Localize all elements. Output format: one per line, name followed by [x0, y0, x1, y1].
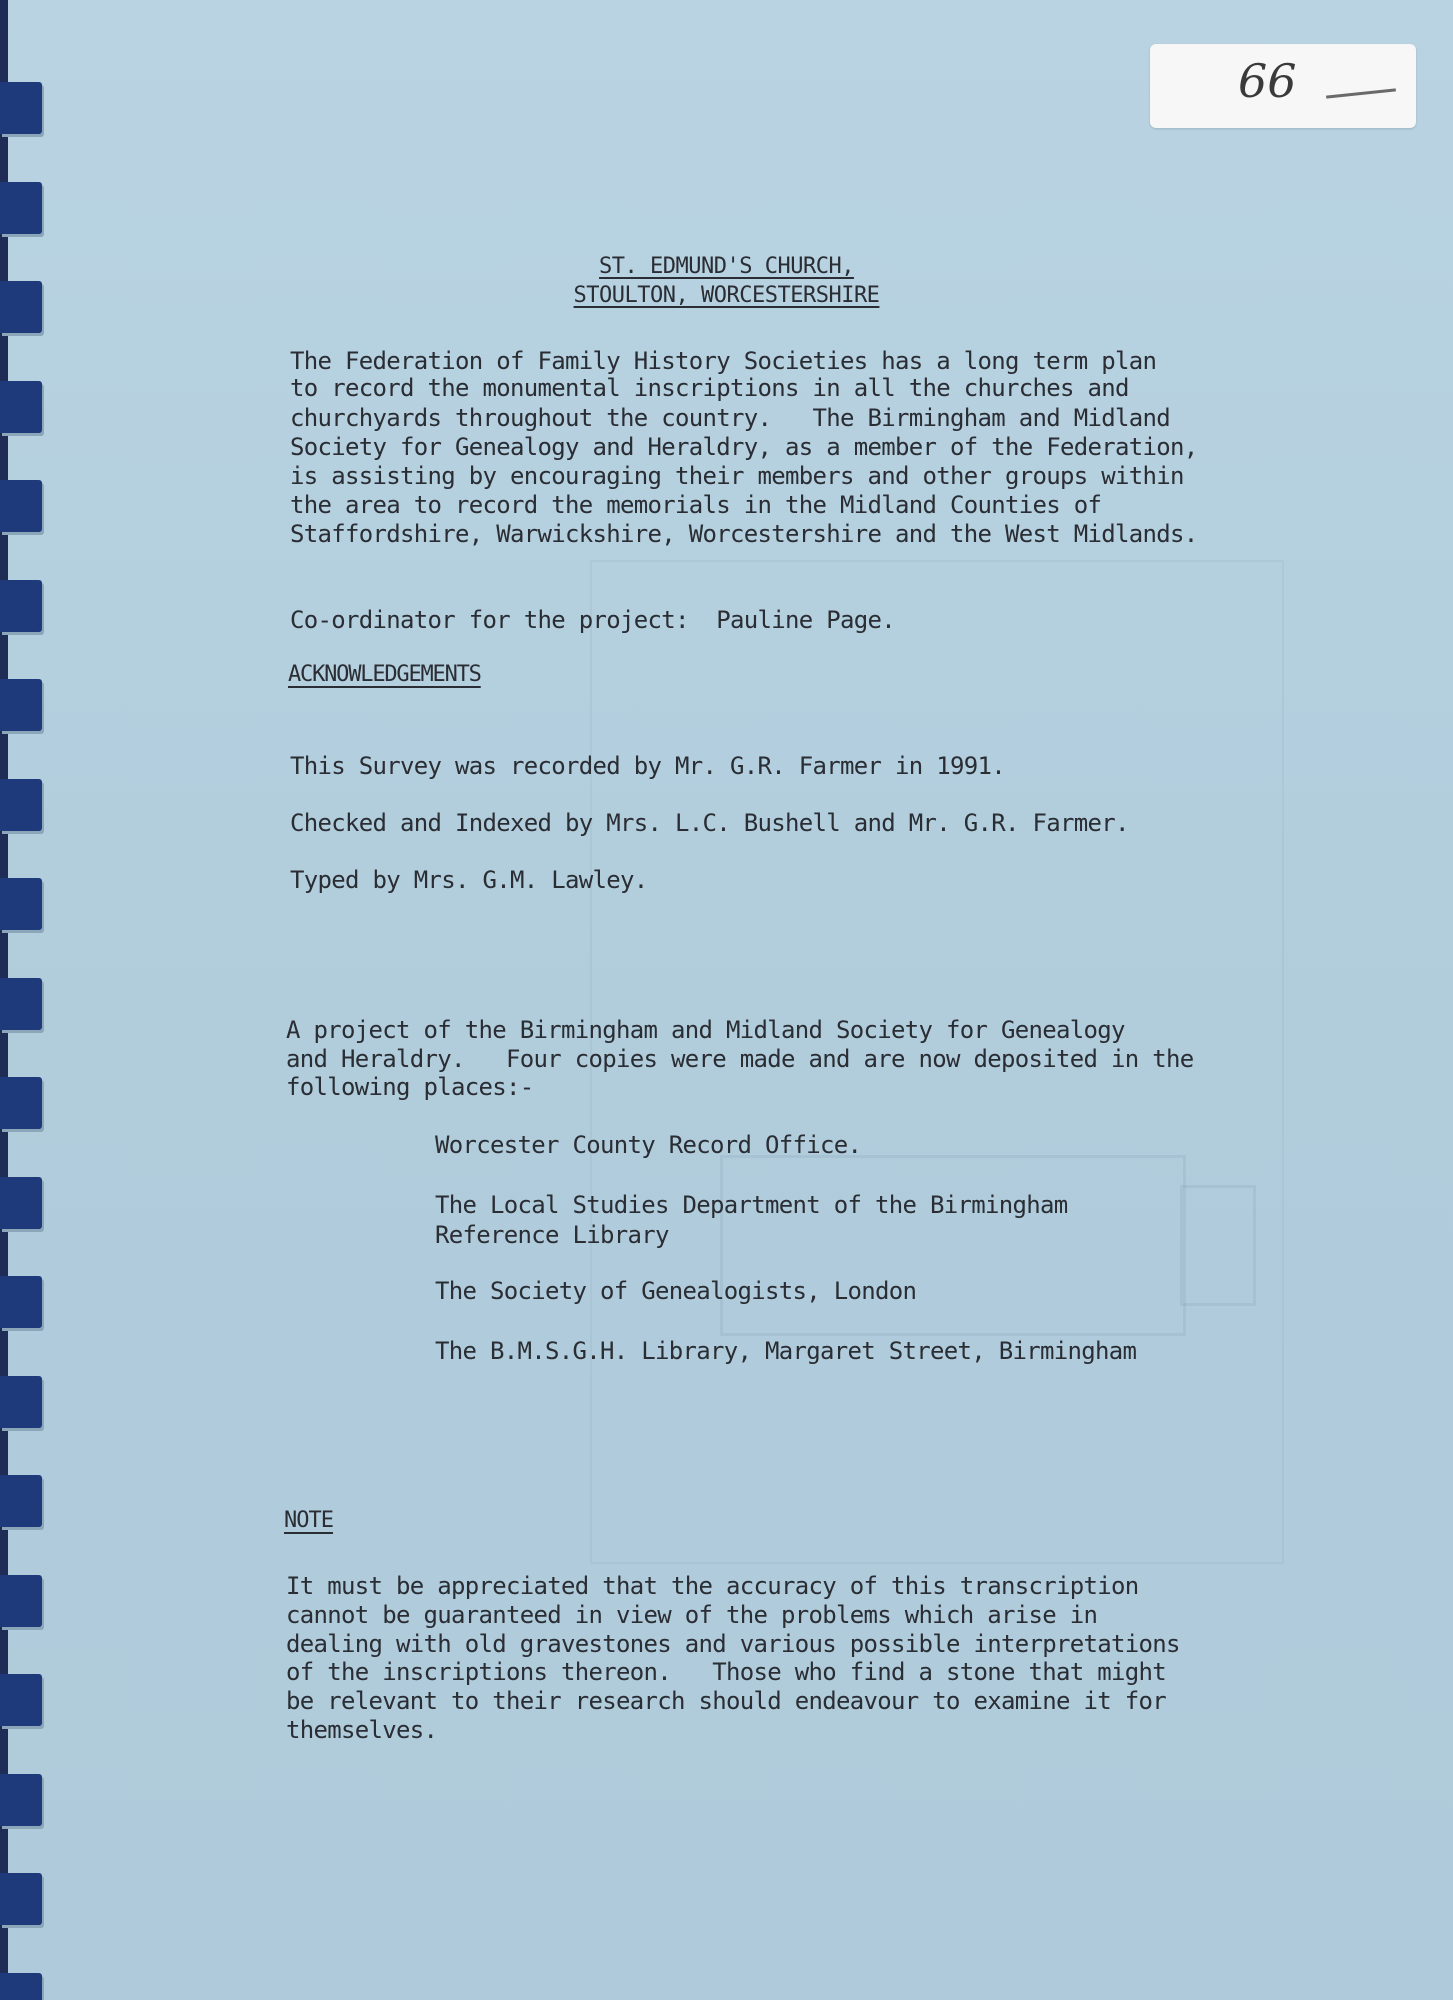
intro-line: Society for Genealogy and Heraldry, as a member of the Federation, — [290, 433, 1198, 461]
note-line: cannot be guaranteed in view of the problems which arise in — [286, 1601, 1098, 1629]
binding-ring — [0, 679, 42, 731]
intro-line: Staffordshire, Warwickshire, Worcestershire and the West Midlands. — [290, 520, 1198, 548]
note-heading: NOTE — [284, 1508, 333, 1533]
note-line: themselves. — [286, 1716, 438, 1744]
page-number-sticker — [1150, 44, 1416, 128]
project-line: following places:- — [286, 1073, 534, 1101]
binding-ring — [0, 182, 42, 234]
binding-ring — [0, 978, 42, 1030]
title-line-2: STOULTON, WORCESTERSHIRE — [573, 283, 880, 308]
binding-ring — [0, 1973, 42, 2000]
typed-by: Typed by Mrs. G.M. Lawley. — [290, 866, 648, 894]
binding-ring — [0, 878, 42, 930]
title-line-1: ST. EDMUND'S CHURCH, — [599, 254, 854, 279]
binding-ring — [0, 1674, 42, 1726]
deposit-place: The Society of Genealogists, London — [435, 1277, 917, 1305]
binding-ring — [0, 381, 42, 433]
binding-ring — [0, 480, 42, 532]
binding-ring — [0, 1575, 42, 1627]
binding-ring — [0, 779, 42, 831]
project-line: A project of the Birmingham and Midland Society for Genealogy — [286, 1016, 1125, 1044]
intro-line: to record the monumental inscriptions in all the churches and — [290, 374, 1129, 402]
binding-ring — [0, 1376, 42, 1428]
binding-ring — [0, 1177, 42, 1229]
deposit-place: The B.M.S.G.H. Library, Margaret Street, Birmingham — [435, 1337, 1137, 1365]
intro-line: churchyards throughout the country. The Birmingham and Midland — [290, 404, 1170, 432]
binding-ring — [0, 82, 42, 134]
binding-ring — [0, 1077, 42, 1129]
coordinator-line: Co-ordinator for the project: Pauline Page. — [290, 606, 895, 634]
recorded-by: This Survey was recorded by Mr. G.R. Farmer in 1991. — [290, 752, 1005, 780]
binding-ring — [0, 1475, 42, 1527]
note-line: It must be appreciated that the accuracy of this transcription — [286, 1572, 1139, 1600]
checked-by: Checked and Indexed by Mrs. L.C. Bushell and Mr. G.R. Farmer. — [290, 809, 1129, 837]
sticker-dash — [1326, 88, 1396, 98]
acknowledgements-heading: ACKNOWLEDGEMENTS — [288, 662, 481, 687]
binding-ring — [0, 1873, 42, 1925]
intro-line: the area to record the memorials in the Midland Counties of — [290, 491, 1102, 519]
note-line: be relevant to their research should endeavour to examine it for — [286, 1687, 1166, 1715]
note-line: dealing with old gravestones and various possible interpretations — [286, 1630, 1180, 1658]
note-line: of the inscriptions thereon. Those who find a stone that might — [286, 1658, 1166, 1686]
page-number: 66 — [1238, 54, 1297, 108]
deposit-place: Worcester County Record Office. — [435, 1131, 862, 1159]
binding-ring — [0, 1774, 42, 1826]
binding-ring — [0, 580, 42, 632]
intro-line: The Federation of Family History Societies has a long term plan — [290, 347, 1157, 375]
intro-line: is assisting by encouraging their members and other groups within — [290, 462, 1184, 490]
deposit-place: The Local Studies Department of the Birmingham Reference Library — [435, 1191, 1068, 1249]
binding-ring — [0, 1276, 42, 1328]
project-line: and Heraldry. Four copies were made and are now deposited in the — [286, 1045, 1194, 1073]
